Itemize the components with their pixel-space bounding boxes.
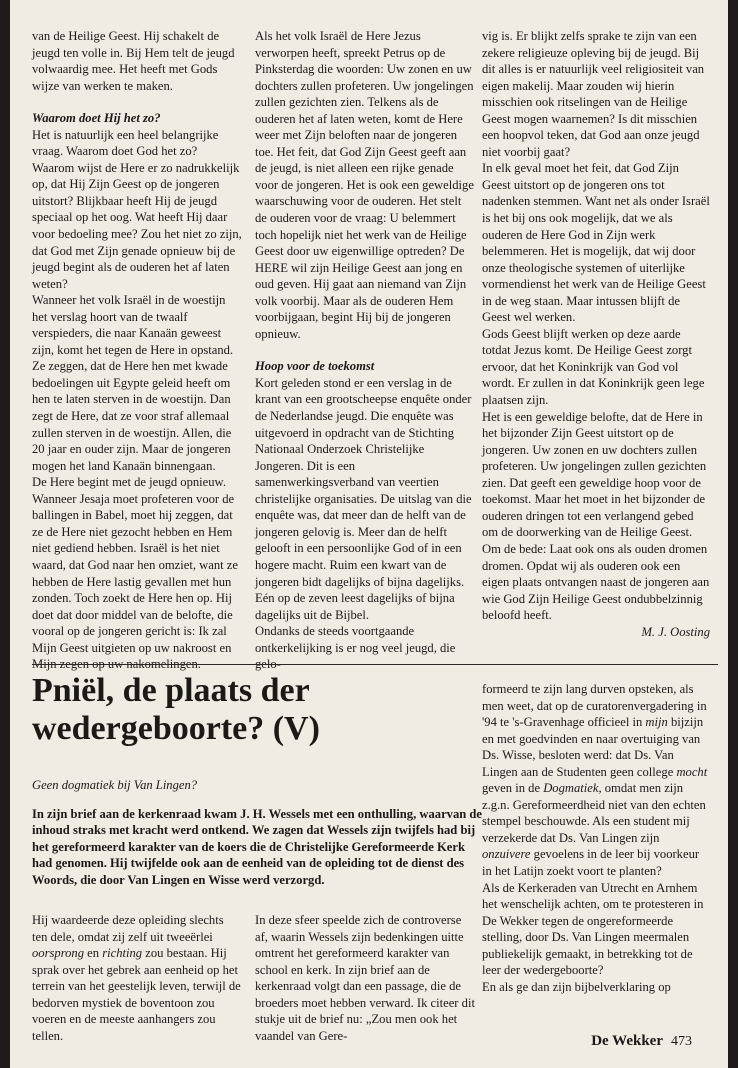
paragraph: Ondanks de steeds voortgaande ontkerkelijking is er nog veel jeugd, die gelo- — [255, 624, 456, 672]
paragraph: vig is. Er blijkt zelfs sprake te zijn van een zekere religieuze opleving bij de jeugd. Bij dit alles is er natuurlijk veel religiositeit van eigen makelij. Maar zouden wij hierin misschien ook ritselingen van de Heilige Geest mogen waarnemen? Is dit misschien een hoopvol teken, dat God aan onze jeugd niet voorbij gaat? — [482, 29, 705, 159]
divider-rule — [32, 664, 718, 665]
page-number: 473 — [671, 1034, 692, 1049]
publication-name: De Wekker — [591, 1033, 663, 1049]
article-lead — [32, 764, 482, 901]
article-title: Pniël, de plaats der wedergeboorte? (V) — [32, 672, 320, 747]
article2-column-2 — [255, 912, 475, 1044]
magazine-page — [10, 0, 728, 1068]
section-heading: Waarom doet Hij het zo? — [32, 111, 161, 126]
section-heading: Hoop voor de toekomst — [255, 359, 375, 374]
subheading: Geen dogmatiek bij Van Lingen? — [32, 777, 198, 792]
paragraph: Als het volk Israël de Here Jezus verworpen heeft, spreekt Petrus op de Pinksterdag die woorden: Uw zonen en uw dochters zullen profeteren. Uw jongelingen zullen gezichten zien. Telkens als de ouderen het af laten weten, komt de Here weer met Zijn beloften naar de jongeren toe. Het feit, dat God Zijn Geest geeft aan de jeugd, is niet alleen een rijke genade voor de jongeren. Het is ook een geweldige waarschuwing voor de ouderen. Het stelt de ouderen voor de vraag: U belemmert toch hopelijk niet het werk van de Heilige Geest door uw eigenwillige optreden? De HERE wil zijn Heilige Geest aan jong en oud geven. Hij gaat aan niemand van Zijn volk voorbij. Maar als de ouderen Hem voorbijgaan, begint Hij bij de jongeren opnieuw. — [255, 29, 474, 341]
paragraph: In deze sfeer speelde zich de controverse af, waarin Wessels zijn bedenkingen uitte omtrent het gereformeerd karakter van school en kerk. In zijn brief aan de kerkenraad volgt dan een passage, die de broeders moet hebben verward. Ik citeer dit stukje uit de brief nu: „Zou men ook het vaandel van Gere- — [255, 913, 475, 1043]
paragraph: Als de Kerkeraden van Utrecht en Arnhem het wenschelijk achten, om te protesteren in De Wekker tegen de ongereformeerde stelling, door Ds. Van Lingen meermalen publiekelijk gemaakt, in betrekking tot de leer der wedergeboorte? — [482, 880, 704, 978]
page-footer — [591, 1033, 692, 1050]
paragraph: Het is een geweldige belofte, dat de Here in het bijzonder Zijn Geest uitstort op de jongeren. Uw zonen en uw dochters zullen profeteren. Uw jongelingen zullen gezichten zien. Dat geeft een geweldige hoop voor de toekomst. Maar het moet in het bijzonder de ouderen dringen tot een verlangend gebed om de doorwerking van de Heilige Geest. Om de bede: Laat ook ons als ouden dromen dromen. Opdat wij als ouderen ook een eigen plaats ontvangen naast de jongeren aan wie God Zijn Heilige Geest ondubbelzinnig beloofd heeft. — [482, 409, 710, 623]
paragraph: De Here begint met de jeugd opnieuw. Wanneer Jesaja moet profeteren voor de ballingen in Babel, moet hij zeggen, dat ze de Here niet gezocht hebben en Hem niet gediend hebben. Israël is het niet waard, dat God naar hen omziet, want ze hebben de Here lastig gevallen met hun zonden. Toch zoekt de Here hen op. Hij doet dat door middel van de belofte, die vooral op de jongeren gericht is: Ik zal Mijn Geest uitgieten op uw nakroost en Mijn zegen op uw nakomelingen. — [32, 475, 238, 672]
paragraph: formeerd te zijn lang durven opsteken, als men weet, dat op de curatorenvergadering in '94 te 's-Gravenhage officieel in mijn bijzijn en met goedvinden en naar overtuiging van Ds. Wisse, besloten werd: dat Ds. Van Lingen aan de Studenten geen college mocht geven in de Dogmatiek, omdat men zijn z.g.n. Gereformeerdheid niet van den echten stempel beschouwde. Als een student mij verzekerde dat Ds. Van Lingen zijn onzuivere gevoelens in de leer bij voorkeur in het Latijn zoekt voort te planten? — [482, 682, 708, 879]
paragraph: van de Heilige Geest. Hij schakelt de jeugd ten volle in. Bij Hem telt de jeugd volwaardig mee. Het heeft met Gods wijze van werken te maken. — [32, 29, 235, 93]
paragraph: Gods Geest blijft werken op deze aarde totdat Jezus komt. De Heilige Geest zorgt ervoor, dat het Koninkrijk van God vol wordt. Er zullen in dat Koninkrijk geen lege plaatsen zijn. — [482, 326, 705, 408]
article1-column-3 — [482, 28, 710, 640]
author-signature: M. J. Oosting — [641, 624, 710, 639]
paragraph: Het is natuurlijk een heel belangrijke vraag. Waarom doet God het zo? Waarom wijst de Here er zo nadrukkelijk op, dat Hij Zijn Geest op de jongeren uitstort? Blijkbaar heeft Hij de jeugd speciaal op het oog. Wat heeft Hij daar voor bedoeling mee? Zou het niet zo zijn, dat God met Zijn genade opnieuw bij de jeugd begint als de ouderen het af laten weten? — [32, 127, 242, 291]
paragraph: Hij waardeerde deze opleiding slechts ten dele, omdat zij zelf uit tweeërlei oorsprong en richting zou bestaan. Hij sprak over het gebrek aan eenheid op het terrein van het geestelijk leven, terwijl de bedorven mystiek de boventoon zou voeren en de meeste aanhangers zou tellen. — [32, 913, 241, 1043]
paragraph: Wanneer het volk Israël in de woestijn het verslag hoort van de twaalf verspieders, die naar Kanaän geweest zijn, komt het tegen de Here in opstand. Ze zeggen, dat de Here hen met kwade bedoelingen uit Egypte geleid heeft om hen te laten sterven in de woestijn. Dan zegt de Here, dat ze voor straf allemaal zullen sterven in de woestijn. Allen, die 20 jaar en ouder zijn. Maar de jongeren mogen het land Kanaän binnengaan. — [32, 293, 234, 473]
paragraph: En als ge dan zijn bijbelverklaring op — [482, 979, 671, 994]
article2-column-1 — [32, 912, 242, 1044]
article2-column-3 — [482, 681, 710, 995]
paragraph: In elk geval moet het feit, dat God Zijn Geest uitstort op de jongeren ons tot nadenken stemmen. Want net als onder Israël is het bij ons ook mogelijk, dat we als ouderen de Here God in Zijn werk belemmeren. Het is mogelijk, dat wij door onze theologische systemen of uiterlijke vormendienst het werk van de Heilige Geest in de weg staan. Maar intussen blijft de Geest wel werken. — [482, 161, 710, 325]
paragraph: Kort geleden stond er een verslag in de krant van een grootscheepse enquête onder de Nederlandse jeugd. Die enquête was uitgevoerd in opdracht van de Stichting Nationaal Onderzoek Christelijke Jongeren. Dit is een samenwerkingsverband van veertien christelijke organisaties. De uitslag van die enquête was, dat meer dan de helft van de jongeren gelovig is. Meer dan de helft gelooft in een persoonlijke God of in een hogere macht. Ruim een kwart van de jongeren bidt dagelijks of bijna dagelijks. Eén op de zeven leest dagelijks of bijna dagelijks uit de Bijbel. — [255, 375, 472, 622]
intro-paragraph: In zijn brief aan de kerkenraad kwam J. H. Wessels met een onthulling, waarvan de inhoud straks met kracht werd ontkend. We zagen dat Wessels zijn twijfels had bij het gereformeerd karakter van de koers die de Christelijke Gereformeerde Kerk had genomen. Hij twijfelde ook aan de eenheid van de opleiding tot de dienst des Woords, die door Van Lingen en Wisse werd verzorgd. — [32, 806, 483, 887]
article1-column-2 — [255, 28, 475, 673]
article1-column-1 — [32, 28, 242, 673]
